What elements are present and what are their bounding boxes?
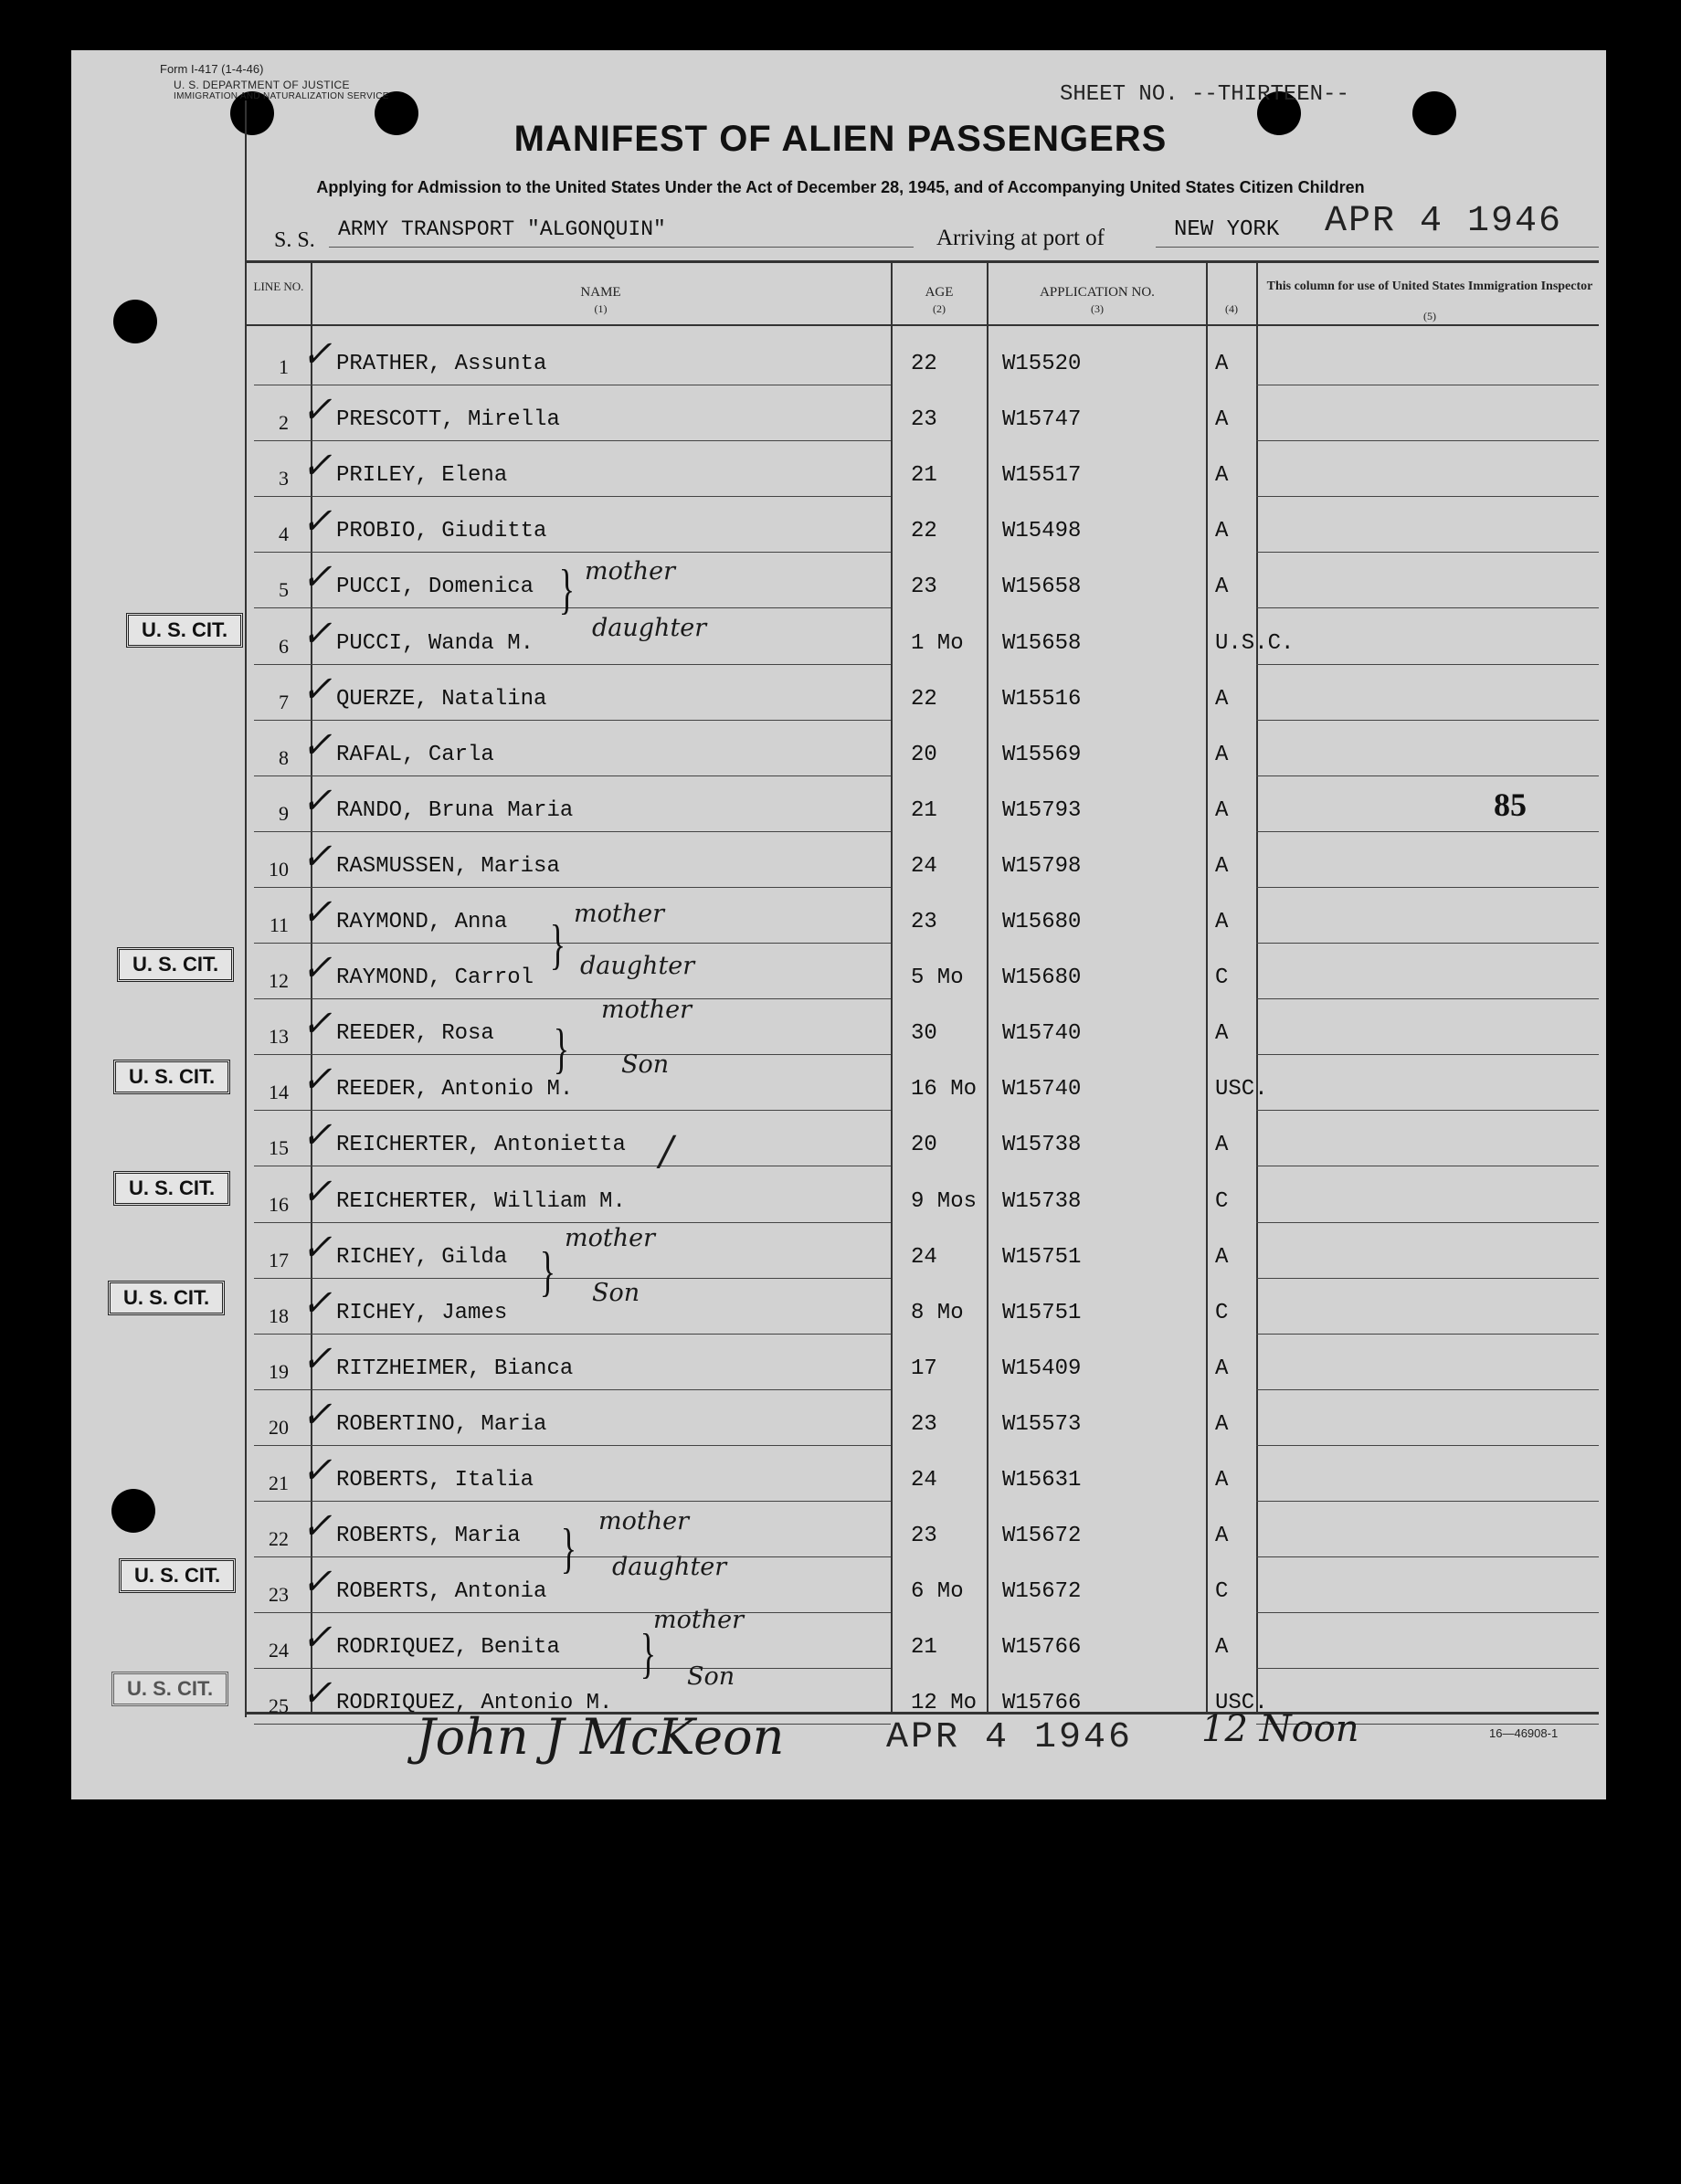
line-number: 9 (279, 802, 289, 825)
passenger-age: 5 Mo (911, 965, 964, 990)
check-mark: ✓ (301, 1450, 333, 1492)
row-divider (254, 664, 891, 665)
passenger-name: ROBERTS, Maria (336, 1524, 521, 1548)
line-number: 1 (279, 355, 289, 378)
passenger-name: REEDER, Antonio M. (336, 1077, 574, 1102)
row-divider (254, 1278, 891, 1279)
passenger-age: 20 (911, 1133, 937, 1157)
check-mark: ✓ (301, 1171, 333, 1213)
col-header-4-num: (4) (1225, 302, 1238, 315)
passenger-name: REICHERTER, William M. (336, 1189, 626, 1214)
line-number: 23 (269, 1583, 289, 1606)
check-mark: ✓ (301, 892, 333, 934)
us-cit-stamp: U. S. CIT. (111, 1672, 228, 1706)
application-number: W15569 (1002, 743, 1082, 767)
col-divider (1206, 260, 1208, 1713)
col-header-name-num: (1) (594, 302, 608, 315)
admission-status: A (1215, 1356, 1229, 1381)
admission-status: A (1215, 1524, 1229, 1548)
application-number: W15672 (1002, 1579, 1082, 1604)
ss-label: S. S. (274, 228, 315, 252)
admission-status: A (1215, 910, 1229, 934)
page-subtitle: Applying for Admission to the United States Under the Act of December 28, 1945, and of Accompanying United States Citizen Children (316, 178, 1365, 196)
row-divider (1256, 1110, 1599, 1111)
row-divider (254, 1334, 891, 1335)
line-number: 11 (269, 913, 289, 936)
application-number: W15658 (1002, 631, 1082, 656)
admission-status: A (1215, 407, 1229, 432)
passenger-name: RANDO, Bruna Maria (336, 798, 574, 823)
admission-status: A (1215, 798, 1229, 823)
line-number: 12 (269, 969, 289, 992)
col-header-application-num: (3) (1091, 302, 1104, 315)
application-number: W15793 (1002, 798, 1082, 823)
punch-hole (111, 1489, 155, 1533)
signature-date-stamp: APR 4 1946 (886, 1717, 1134, 1758)
row-divider (1256, 998, 1599, 999)
row-divider (254, 440, 891, 441)
us-cit-stamp: U. S. CIT. (108, 1281, 225, 1315)
bracket-mark: } (539, 1241, 556, 1302)
row-divider (1256, 1612, 1599, 1613)
passenger-age: 9 Mos (911, 1189, 978, 1214)
application-number: W15751 (1002, 1245, 1082, 1270)
admission-status: A (1215, 1245, 1229, 1270)
row-divider (1256, 1556, 1599, 1557)
line-number: 17 (269, 1249, 289, 1271)
application-number: W15740 (1002, 1021, 1082, 1046)
note-mother: mother (585, 557, 675, 586)
check-mark: ✓ (301, 947, 333, 989)
row-divider (254, 1501, 891, 1502)
passenger-age: 12 Mo (911, 1691, 978, 1715)
col-header-line-no: LINE NO. (253, 280, 304, 293)
note-daughter: daughter (592, 614, 707, 642)
tick-mark: / (660, 1128, 673, 1175)
col-header-name: NAME (580, 285, 621, 300)
passenger-name: ROBERTS, Antonia (336, 1579, 547, 1604)
col-header-application: APPLICATION NO. (1040, 285, 1155, 300)
passenger-name: RODRIQUEZ, Benita (336, 1635, 560, 1660)
check-mark: ✓ (301, 333, 333, 375)
bracket-mark: } (560, 1518, 577, 1578)
check-mark: ✓ (301, 669, 333, 711)
row-divider (254, 998, 891, 999)
department-name: U. S. DEPARTMENT OF JUSTICE (174, 79, 350, 91)
passenger-age: 21 (911, 463, 937, 488)
line-number: 15 (269, 1136, 289, 1159)
row-divider (1256, 1278, 1599, 1279)
table-header-border (245, 324, 1599, 326)
admission-status: C (1215, 1579, 1229, 1604)
check-mark: ✓ (301, 445, 333, 487)
row-divider (254, 1445, 891, 1446)
check-mark: ✓ (301, 1338, 333, 1380)
col-header-inspector-num: (5) (1423, 310, 1436, 322)
line-number: 7 (279, 691, 289, 713)
application-number: W15766 (1002, 1635, 1082, 1660)
passenger-name: PUCCI, Domenica (336, 575, 534, 599)
inspector-signature: John J McKeon (416, 1708, 785, 1766)
application-number: W15516 (1002, 687, 1082, 712)
passenger-age: 22 (911, 519, 937, 543)
application-number: W15740 (1002, 1077, 1082, 1102)
passenger-name: RAYMOND, Carrol (336, 965, 534, 990)
row-divider (1256, 607, 1599, 608)
passenger-age: 23 (911, 910, 937, 934)
us-cit-stamp: U. S. CIT. (117, 947, 234, 982)
signature-time: 12 Noon (1201, 1708, 1359, 1750)
line-number: 19 (269, 1360, 289, 1383)
line-number: 20 (269, 1416, 289, 1439)
passenger-age: 8 Mo (911, 1301, 964, 1325)
check-mark: ✓ (301, 1059, 333, 1101)
bracket-mark: } (553, 1018, 570, 1079)
admission-status: A (1215, 575, 1229, 599)
col-divider (1256, 260, 1258, 1713)
us-cit-stamp: U. S. CIT. (119, 1558, 236, 1593)
check-mark: ✓ (301, 1394, 333, 1436)
passenger-name: RICHEY, James (336, 1301, 508, 1325)
admission-status: USC. (1215, 1691, 1268, 1715)
passenger-age: 23 (911, 407, 937, 432)
passenger-age: 24 (911, 1245, 937, 1270)
application-number: W15798 (1002, 854, 1082, 879)
arriving-label: Arriving at port of (936, 226, 1105, 250)
application-number: W15658 (1002, 575, 1082, 599)
line-number: 24 (269, 1639, 289, 1662)
line-number: 16 (269, 1193, 289, 1216)
application-number: W15738 (1002, 1189, 1082, 1214)
passenger-age: 22 (911, 687, 937, 712)
check-mark: ✓ (301, 1003, 333, 1045)
passenger-name: PRILEY, Elena (336, 463, 508, 488)
row-divider (1256, 664, 1599, 665)
application-number: W15680 (1002, 965, 1082, 990)
check-mark: ✓ (301, 1282, 333, 1324)
row-divider (1256, 1445, 1599, 1446)
passenger-name: RASMUSSEN, Marisa (336, 854, 560, 879)
row-divider (254, 496, 891, 497)
check-mark: ✓ (301, 1561, 333, 1603)
application-number: W15672 (1002, 1524, 1082, 1548)
passenger-name: REICHERTER, Antonietta (336, 1133, 626, 1157)
note-son: Son (592, 1279, 640, 1307)
line-number: 2 (279, 411, 289, 434)
check-mark: ✓ (301, 836, 333, 878)
ship-name: ARMY TRANSPORT "ALGONQUIN" (338, 217, 666, 241)
passenger-age: 21 (911, 798, 937, 823)
passenger-age: 23 (911, 1524, 937, 1548)
col-header-age-num: (2) (933, 302, 946, 315)
us-cit-stamp: U. S. CIT. (113, 1060, 230, 1094)
passenger-age: 1 Mo (911, 631, 964, 656)
check-mark: ✓ (301, 556, 333, 598)
admission-status: A (1215, 1133, 1229, 1157)
line-number: 10 (269, 858, 289, 881)
passenger-name: RAFAL, Carla (336, 743, 494, 767)
row-divider (254, 1612, 891, 1613)
passenger-age: 23 (911, 575, 937, 599)
page-title: MANIFEST OF ALIEN PASSENGERS (513, 119, 1168, 159)
row-divider (254, 887, 891, 888)
application-number: W15498 (1002, 519, 1082, 543)
check-mark: ✓ (301, 1114, 333, 1156)
sheet-number: SHEET NO. --THIRTEEN-- (1060, 82, 1349, 107)
admission-status: C (1215, 1189, 1229, 1214)
check-mark: ✓ (301, 389, 333, 431)
line-number: 18 (269, 1304, 289, 1327)
note-son: Son (621, 1050, 670, 1079)
bracket-mark: } (640, 1623, 657, 1683)
passenger-name: RITZHEIMER, Bianca (336, 1356, 574, 1381)
line-number: 3 (279, 467, 289, 490)
row-divider (254, 1054, 891, 1055)
note-daughter: daughter (612, 1553, 727, 1581)
margin-number: 85 (1494, 786, 1527, 823)
passenger-name: RICHEY, Gilda (336, 1245, 508, 1270)
admission-status: C (1215, 1301, 1229, 1325)
check-mark: ✓ (301, 724, 333, 766)
us-cit-stamp: U. S. CIT. (126, 613, 243, 648)
line-number: 6 (279, 635, 289, 658)
col-header-inspector: This column for use of United States Immigration Inspector (1266, 280, 1593, 293)
passenger-name: PUCCI, Wanda M. (336, 631, 534, 656)
arrival-date-stamp: APR 4 1946 (1325, 201, 1563, 242)
admission-status: A (1215, 687, 1229, 712)
admission-status: A (1215, 352, 1229, 376)
application-number: W15680 (1002, 910, 1082, 934)
col-divider (891, 260, 893, 1713)
service-name: IMMIGRATION AND NATURALIZATION SERVICE (174, 91, 389, 101)
application-number: W15409 (1002, 1356, 1082, 1381)
row-divider (254, 1222, 891, 1223)
row-divider (1256, 720, 1599, 721)
punch-hole (113, 300, 157, 343)
row-divider (254, 1389, 891, 1390)
note-mother: mother (574, 900, 664, 928)
passenger-name: QUERZE, Natalina (336, 687, 547, 712)
col-header-age: AGE (925, 285, 954, 300)
application-number: W15747 (1002, 407, 1082, 432)
line-number: 22 (269, 1527, 289, 1550)
row-divider (1256, 496, 1599, 497)
application-number: W15573 (1002, 1412, 1082, 1437)
admission-status: A (1215, 854, 1229, 879)
application-number: W15751 (1002, 1301, 1082, 1325)
row-divider (254, 831, 891, 832)
check-mark: ✓ (301, 613, 333, 655)
row-divider (254, 1668, 891, 1669)
check-mark: ✓ (301, 501, 333, 543)
admission-status: A (1215, 519, 1229, 543)
admission-status: A (1215, 1412, 1229, 1437)
row-divider (1256, 1334, 1599, 1335)
row-divider (254, 943, 891, 944)
admission-status: USC. (1215, 1077, 1268, 1102)
bracket-mark: } (549, 914, 566, 975)
passenger-age: 24 (911, 1468, 937, 1493)
line-number: 5 (279, 578, 289, 601)
row-divider (1256, 775, 1599, 776)
application-number: W15520 (1002, 352, 1082, 376)
table-top-border (245, 260, 1599, 263)
passenger-age: 17 (911, 1356, 937, 1381)
line-number: 4 (279, 522, 289, 545)
line-number: 13 (269, 1025, 289, 1048)
admission-status: A (1215, 743, 1229, 767)
application-number: W15738 (1002, 1133, 1082, 1157)
row-divider (1256, 943, 1599, 944)
form-number: Form I-417 (1-4-46) (160, 62, 264, 76)
row-divider (254, 1110, 891, 1111)
line-number: 14 (269, 1081, 289, 1103)
col-divider (987, 260, 989, 1713)
passenger-name: REEDER, Rosa (336, 1021, 494, 1046)
form-code: 16—46908-1 (1489, 1726, 1559, 1740)
port-name: NEW YORK (1174, 217, 1280, 242)
row-divider (1256, 831, 1599, 832)
row-divider (254, 720, 891, 721)
check-mark: ✓ (301, 1505, 333, 1547)
row-divider (1256, 1668, 1599, 1669)
row-divider (254, 775, 891, 776)
ship-underline (329, 247, 914, 248)
admission-status: A (1215, 1021, 1229, 1046)
passenger-name: PROBIO, Giuditta (336, 519, 547, 543)
admission-status: A (1215, 1635, 1229, 1660)
row-divider (1256, 1501, 1599, 1502)
us-cit-stamp: U. S. CIT. (113, 1171, 230, 1206)
application-number: W15517 (1002, 463, 1082, 488)
note-son: Son (687, 1662, 735, 1691)
note-mother: mother (598, 1507, 689, 1535)
line-number: 21 (269, 1472, 289, 1494)
row-divider (1256, 1054, 1599, 1055)
check-mark: ✓ (301, 1672, 333, 1714)
admission-status: U.S.C. (1215, 631, 1295, 656)
check-mark: ✓ (301, 1227, 333, 1269)
check-mark: ✓ (301, 1617, 333, 1659)
row-divider (1256, 440, 1599, 441)
application-number: W15766 (1002, 1691, 1082, 1715)
passenger-age: 20 (911, 743, 937, 767)
passenger-age: 22 (911, 352, 937, 376)
passenger-name: ROBERTS, Italia (336, 1468, 534, 1493)
bracket-mark: } (558, 559, 576, 619)
note-mother: mother (653, 1606, 744, 1634)
passenger-age: 6 Mo (911, 1579, 964, 1604)
note-mother: mother (565, 1224, 655, 1252)
admission-status: C (1215, 965, 1229, 990)
passenger-name: PRATHER, Assunta (336, 352, 547, 376)
admission-status: A (1215, 1468, 1229, 1493)
note-daughter: daughter (580, 952, 695, 980)
admission-status: A (1215, 463, 1229, 488)
application-number: W15631 (1002, 1468, 1082, 1493)
passenger-age: 23 (911, 1412, 937, 1437)
row-divider (1256, 887, 1599, 888)
passenger-name: RODRIQUEZ, Antonio M. (336, 1691, 613, 1715)
row-divider (1256, 1222, 1599, 1223)
row-divider (1256, 1389, 1599, 1390)
port-underline (1156, 247, 1599, 248)
note-mother: mother (601, 996, 692, 1024)
row-divider (1256, 552, 1599, 553)
passenger-name: ROBERTINO, Maria (336, 1412, 547, 1437)
passenger-name: RAYMOND, Anna (336, 910, 508, 934)
passenger-age: 21 (911, 1635, 937, 1660)
row-divider (254, 552, 891, 553)
passenger-age: 16 Mo (911, 1077, 978, 1102)
passenger-age: 30 (911, 1021, 937, 1046)
passenger-name: PRESCOTT, Mirella (336, 407, 560, 432)
line-number: 8 (279, 746, 289, 769)
line-number: 25 (269, 1694, 289, 1717)
check-mark: ✓ (301, 780, 333, 822)
passenger-age: 24 (911, 854, 937, 879)
